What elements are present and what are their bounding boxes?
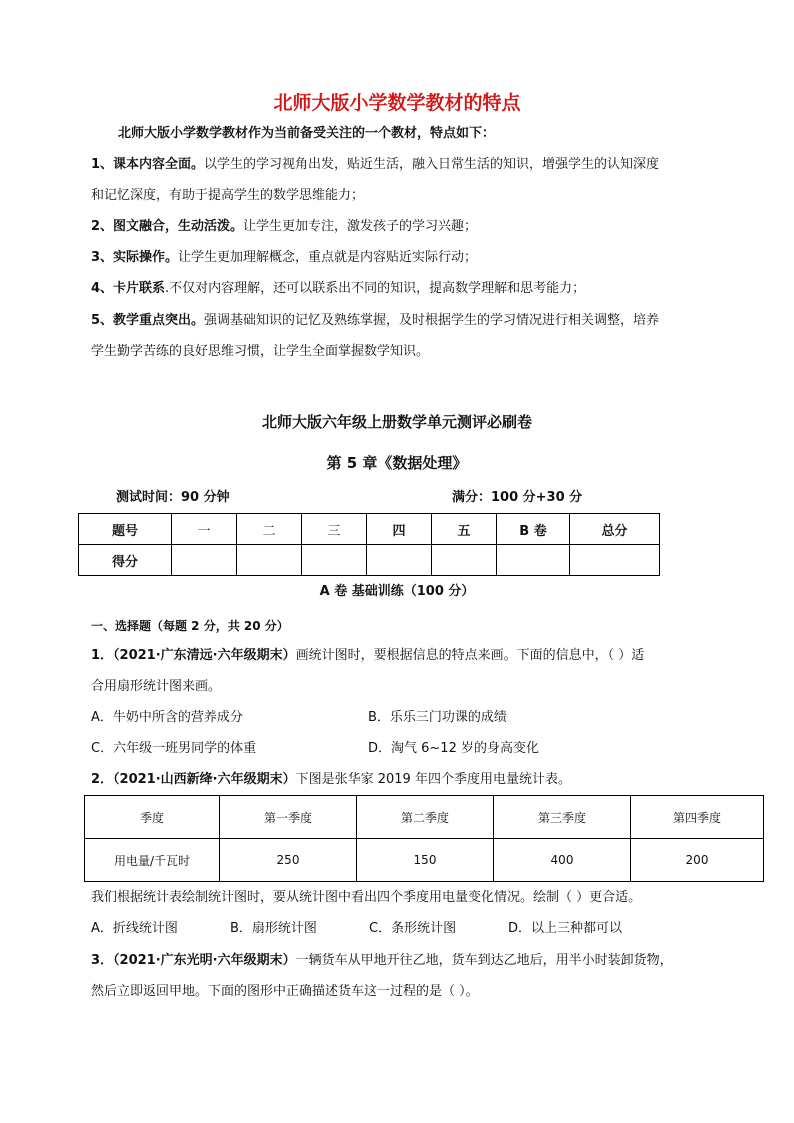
point-title: 4、卡片联系 bbox=[91, 281, 166, 296]
q1-option-a[interactable]: A．牛奶中所含的营养成分 bbox=[91, 710, 243, 725]
question-text: 一辆货车从甲地开往乙地，货车到达乙地后，用半小时装卸货物， bbox=[295, 953, 673, 968]
q1-option-d[interactable]: D．淘气 6~12 岁的身高变化 bbox=[368, 741, 539, 756]
table-cell: 题号 bbox=[79, 514, 172, 545]
question-3-cont: 然后立即返回甲地。下面的图形中正确描述货车这一过程的是（ ）。 bbox=[91, 984, 479, 999]
point-text: 以学生的学习视角出发，贴近生活，融入日常生活的知识，增强学生的认知深度 bbox=[204, 157, 660, 172]
section-a-heading: A 卷 基础训练（100 分） bbox=[319, 584, 475, 599]
score-cell[interactable] bbox=[302, 545, 367, 576]
table-cell: 第三季度 bbox=[494, 796, 631, 839]
question-source: （2021·山西新绛·六年级期末） bbox=[113, 772, 296, 787]
score-table bbox=[78, 513, 660, 576]
point-text: 让学生更加理解概念，重点就是内容贴近实际行动； bbox=[178, 250, 478, 265]
intro-point-3 bbox=[91, 250, 477, 266]
page-title: 北师大版小学数学教材的特点 bbox=[273, 92, 521, 114]
question-2 bbox=[91, 772, 571, 788]
point-title: 2、图文融合，生动活泼。 bbox=[91, 219, 244, 234]
electricity-table bbox=[84, 795, 764, 882]
table-cell: 第二季度 bbox=[357, 796, 494, 839]
question-source: （2021·广东清远·六年级期末） bbox=[113, 648, 296, 663]
table-row bbox=[85, 796, 764, 839]
table-cell: 用电量/千瓦时 bbox=[85, 839, 220, 882]
table-cell: 四 bbox=[367, 514, 432, 545]
table-cell: 第一季度 bbox=[220, 796, 357, 839]
point-title: 1、课本内容全面。 bbox=[91, 157, 205, 172]
table-cell: 第四季度 bbox=[631, 796, 764, 839]
point-title: 3、实际操作。 bbox=[91, 250, 179, 265]
point-text: 强调基础知识的记忆及熟练掌握，及时根据学生的学习情况进行相关调整，培养 bbox=[204, 313, 660, 328]
intro-point-1 bbox=[91, 157, 659, 173]
intro-point-2 bbox=[91, 219, 477, 235]
score-cell[interactable] bbox=[497, 545, 570, 576]
score-cell[interactable] bbox=[367, 545, 432, 576]
table-cell: 250 bbox=[220, 839, 357, 882]
q2-option-a[interactable]: A．折线统计图 bbox=[91, 921, 178, 936]
exam-time: 测试时间：90 分钟 bbox=[116, 490, 230, 505]
intro-point-5-cont: 学生勤学苦练的良好思维习惯，让学生全面掌握数学知识。 bbox=[91, 344, 430, 359]
point-text: .不仅对内容理解，还可以联系出不同的知识，提高数学理解和思考能力； bbox=[165, 281, 586, 296]
question-number: 1． bbox=[91, 648, 114, 663]
q2-option-c[interactable]: C．条形统计图 bbox=[369, 921, 457, 936]
intro-point-1-cont: 和记忆深度，有助于提高学生的数学思维能力； bbox=[91, 188, 365, 203]
q2-option-b[interactable]: B．扇形统计图 bbox=[230, 921, 317, 936]
score-cell[interactable] bbox=[172, 545, 237, 576]
table-cell: 五 bbox=[432, 514, 497, 545]
table-cell: 150 bbox=[357, 839, 494, 882]
question-3 bbox=[91, 953, 673, 969]
question-text: 画统计图时，要根据信息的特点来画。下面的信息中，（ ）适 bbox=[295, 648, 645, 663]
table-cell: 季度 bbox=[85, 796, 220, 839]
question-2-followup: 我们根据统计表绘制统计图时，要从统计图中看出四个季度用电量变化情况。绘制（ ）更合适。 bbox=[91, 890, 642, 905]
q1-option-b[interactable]: B．乐乐三门功课的成绩 bbox=[368, 710, 507, 725]
table-cell: 得分 bbox=[79, 545, 172, 576]
table-row bbox=[79, 545, 660, 576]
score-cell[interactable] bbox=[570, 545, 660, 576]
q2-option-d[interactable]: D．以上三种都可以 bbox=[508, 921, 623, 936]
score-cell[interactable] bbox=[432, 545, 497, 576]
table-cell: 200 bbox=[631, 839, 764, 882]
point-title: 5、教学重点突出。 bbox=[91, 313, 205, 328]
intro-lead: 北师大版小学数学教材作为当前备受关注的一个教材，特点如下： bbox=[118, 126, 496, 141]
question-number: 3． bbox=[91, 953, 114, 968]
question-1-cont: 合用扇形统计图来画。 bbox=[91, 679, 222, 694]
point-text: 让学生更加专注，激发孩子的学习兴趣； bbox=[243, 219, 478, 234]
question-text: 下图是张华家 2019 年四个季度用电量统计表。 bbox=[295, 772, 571, 787]
question-source: （2021·广东光明·六年级期末） bbox=[113, 953, 296, 968]
exam-chapter: 第 5 章《数据处理》 bbox=[326, 454, 468, 472]
exam-full-score: 满分：100 分+30 分 bbox=[452, 490, 583, 505]
table-row bbox=[85, 839, 764, 882]
table-cell: 三 bbox=[302, 514, 367, 545]
intro-point-4 bbox=[91, 281, 585, 297]
table-cell: 400 bbox=[494, 839, 631, 882]
score-cell[interactable] bbox=[237, 545, 302, 576]
table-cell: 二 bbox=[237, 514, 302, 545]
question-number: 2． bbox=[91, 772, 114, 787]
part-1-heading: 一、选择题（每题 2 分，共 20 分） bbox=[91, 619, 289, 633]
table-cell: 总分 bbox=[570, 514, 660, 545]
exam-title: 北师大版六年级上册数学单元测评必刷卷 bbox=[261, 413, 532, 431]
q1-option-c[interactable]: C．六年级一班男同学的体重 bbox=[91, 741, 257, 756]
table-cell: 一 bbox=[172, 514, 237, 545]
question-1 bbox=[91, 648, 644, 664]
table-cell: B 卷 bbox=[497, 514, 570, 545]
table-row bbox=[79, 514, 660, 545]
intro-point-5 bbox=[91, 313, 659, 329]
